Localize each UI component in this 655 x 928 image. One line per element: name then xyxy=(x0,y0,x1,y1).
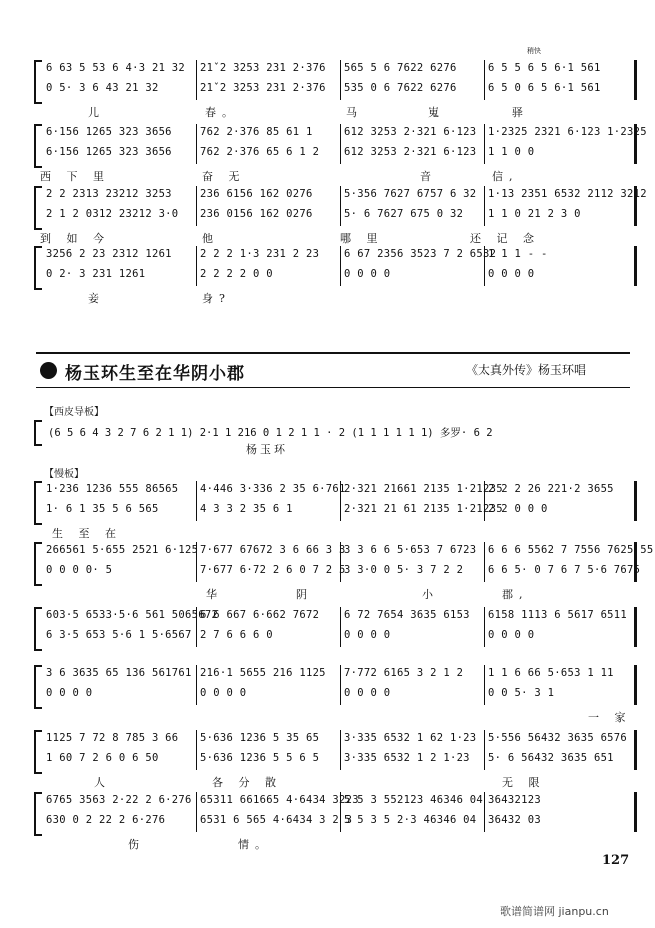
barline xyxy=(340,186,341,226)
lower-voice-measure: 1· 6 1 35 5 6 565 xyxy=(46,503,159,515)
intro-lyrics: 杨玉环 xyxy=(246,443,288,456)
lower-voice-measure: 0 0 0 0 xyxy=(200,687,247,699)
upper-voice-measure: 3 3 6 6 5·653 7 6723 xyxy=(344,544,477,556)
lower-voice-measure: 1 1 0 21 2 3 0 xyxy=(488,208,581,220)
upper-voice-measure: 6765 3563 2·22 2 6·276 xyxy=(46,794,192,806)
upper-voice-measure: 21ˇ2 3253 231 2·376 xyxy=(200,62,326,74)
lyric-text: 马 xyxy=(346,106,363,119)
lower-voice-measure: 3·335 6532 1 2 1·23 xyxy=(344,752,470,764)
lyric-text: 身? xyxy=(202,292,231,305)
upper-voice-measure: 1·236 1236 555 86565 xyxy=(46,483,179,495)
upper-voice-measure: 2·321 21661 2135 1·21235 xyxy=(344,483,503,495)
lyric-text: 奋 无 xyxy=(202,170,246,183)
brace xyxy=(34,186,42,230)
section-rule xyxy=(36,352,630,354)
lyric-text: 嵬 xyxy=(428,106,445,119)
section-rule-bottom xyxy=(36,387,630,388)
upper-voice-measure: 6 72 7654 3635 6153 xyxy=(344,609,470,621)
small-tempo-mark: 稍快 xyxy=(527,47,541,55)
barline xyxy=(340,60,341,100)
lyric-text: 妾 xyxy=(88,292,105,305)
lower-voice-measure: 0 0 0 0 xyxy=(344,629,391,641)
lower-voice-measure: 0 0 0 0 xyxy=(46,687,93,699)
upper-voice-measure: 6·156 1265 323 3656 xyxy=(46,126,172,138)
brace xyxy=(34,542,42,586)
lyric-text: 到 如 今 xyxy=(40,232,110,245)
lower-voice-measure: 0 2· 3 231 1261 xyxy=(46,268,146,280)
intro-notes: (6 5 6 4 3 2 7 6 2 1 1) 2·1 1 216 0 1 2 1 1 · 2 (1 1 1 1 1 1) 多罗· 6 2 xyxy=(48,427,493,439)
lower-voice-measure: 630 0 2 22 2 6·276 xyxy=(46,814,166,826)
lower-voice-measure: 5 5 3 5 2·3 46346 04 xyxy=(344,814,477,826)
bullet-icon xyxy=(40,362,57,379)
lower-voice-measure: 0 0 0 0 xyxy=(344,687,391,699)
lower-voice-measure: 21ˇ2 3253 231 2·376 xyxy=(200,82,326,94)
lower-voice-measure: 0 0 0 0 xyxy=(488,268,535,280)
tempo-tag-manban: 【慢板】 xyxy=(44,469,84,480)
brace xyxy=(34,481,42,525)
upper-voice-measure: 216·1 5655 216 1125 xyxy=(200,667,326,679)
lyric-text: 郡, xyxy=(502,588,529,601)
lower-voice-measure: 0 0 0 0 xyxy=(344,268,391,280)
upper-voice-measure: 2 2 2 26 221·2 3655 xyxy=(488,483,614,495)
lower-voice-measure: 0 5· 3 6 43 21 32 xyxy=(46,82,159,94)
barline xyxy=(484,186,485,226)
barline xyxy=(634,246,637,286)
lower-voice-measure: 762 2·376 65 6 1 2 xyxy=(200,146,320,158)
lower-voice-measure: 5· 6 56432 3635 651 xyxy=(488,752,614,764)
lyric-text: 驿 xyxy=(512,106,529,119)
barline xyxy=(340,246,341,286)
barline xyxy=(196,665,197,705)
lyric-text: 儿 xyxy=(88,106,105,119)
lower-voice-measure: 2 2 2 2 0 0 xyxy=(200,268,273,280)
lyric-text: 情。 xyxy=(238,838,272,851)
lyric-text: 各 分 散 xyxy=(212,776,282,789)
brace xyxy=(34,730,42,774)
watermark: 歌谱简谱网 jianpu.cn xyxy=(500,905,609,918)
upper-voice-measure: 3256 2 23 2312 1261 xyxy=(46,248,172,260)
barline xyxy=(196,730,197,770)
barline xyxy=(484,730,485,770)
lower-voice-measure: 6 5 0 6 5 6·1 561 xyxy=(488,82,601,94)
barline xyxy=(196,246,197,286)
lower-voice-measure: 1 1 0 0 xyxy=(488,146,535,158)
upper-voice-measure: 5·636 1236 5 35 65 xyxy=(200,732,320,744)
barline xyxy=(484,542,485,582)
upper-voice-measure: 6 6 667 6·662 7672 xyxy=(200,609,320,621)
upper-voice-measure: 1 1 1 - - xyxy=(488,248,548,260)
upper-voice-measure: 5 5 3 552123 46346 04 xyxy=(344,794,484,806)
barline xyxy=(634,60,637,100)
brace xyxy=(34,60,42,104)
lower-voice-measure: 4 3 3 2 35 6 1 xyxy=(200,503,293,515)
lyric-text: 信, xyxy=(492,170,519,183)
barline xyxy=(196,60,197,100)
upper-voice-measure: 3 6 3635 65 136 561761 xyxy=(46,667,192,679)
lower-voice-measure: 5·636 1236 5 5 6 5 xyxy=(200,752,320,764)
barline xyxy=(196,481,197,521)
lower-voice-measure: 2·321 21 61 2135 1·21235 xyxy=(344,503,503,515)
barline xyxy=(196,186,197,226)
brace xyxy=(34,420,42,446)
upper-voice-measure: 7·677 67672 3 6 66 3 3 xyxy=(200,544,346,556)
lyric-text: 伤 xyxy=(128,838,145,851)
lyric-text: 他 xyxy=(202,232,219,245)
lower-voice-measure: 1 60 7 2 6 0 6 50 xyxy=(46,752,159,764)
brace xyxy=(34,124,42,168)
brace xyxy=(34,792,42,836)
upper-voice-measure: 612 3253 2·321 6·123 xyxy=(344,126,477,138)
upper-voice-measure: 5·556 56432 3635 6576 xyxy=(488,732,628,744)
lyric-text: 一 家 xyxy=(588,711,632,724)
barline xyxy=(484,665,485,705)
lower-voice-measure: 612 3253 2·321 6·123 xyxy=(344,146,477,158)
lower-voice-measure: 2 1 2 0312 23212 3·0 xyxy=(46,208,179,220)
lower-voice-measure: 6 6 5· 0 7 6 7 5·6 7675 xyxy=(488,564,641,576)
barline xyxy=(484,792,485,832)
barline xyxy=(340,665,341,705)
lower-voice-measure: 6 3·5 653 5·6 1 5·6567 xyxy=(46,629,192,641)
lyric-text: 西 下 里 xyxy=(40,170,110,183)
barline xyxy=(634,607,637,647)
lower-voice-measure: 236 0156 162 0276 xyxy=(200,208,313,220)
upper-voice-measure: 1·2325 2321 6·123 1·2325 xyxy=(488,126,647,138)
brace xyxy=(34,246,42,290)
barline xyxy=(196,124,197,164)
brace xyxy=(34,665,42,709)
lyric-text: 生 至 在 xyxy=(52,527,122,540)
barline xyxy=(196,792,197,832)
upper-voice-measure: 2 2 2313 23212 3253 xyxy=(46,188,172,200)
upper-voice-measure: 565 5 6 7622 6276 xyxy=(344,62,457,74)
barline xyxy=(340,730,341,770)
lower-voice-measure: 2 7 6 6 6 0 xyxy=(200,629,273,641)
upper-voice-measure: 4·446 3·336 2 35 6·761 xyxy=(200,483,346,495)
lower-voice-measure: 7·677 6·72 2 6 0 7 2 5 xyxy=(200,564,346,576)
upper-voice-measure: 6 67 2356 3523 7 2 6532 xyxy=(344,248,497,260)
lower-voice-measure: 2 2 0 0 0 xyxy=(488,503,548,515)
lyric-text: 华 xyxy=(206,588,223,601)
upper-voice-measure: 236 6156 162 0276 xyxy=(200,188,313,200)
lower-voice-measure: 0 0 0 0 xyxy=(488,629,535,641)
piece-source: 《太真外传》杨玉环唱 xyxy=(466,363,587,377)
lower-voice-measure: 535 0 6 7622 6276 xyxy=(344,82,457,94)
lyric-text: 还 记 念 xyxy=(470,232,540,245)
page-number: 127 xyxy=(602,853,630,868)
barline xyxy=(484,60,485,100)
piece-title: 杨玉环生至在华阴小郡 xyxy=(65,364,245,384)
upper-voice-measure: 266561 5·655 2521 6·125 xyxy=(46,544,199,556)
barline xyxy=(340,124,341,164)
barline xyxy=(484,124,485,164)
barline xyxy=(634,730,637,770)
lower-voice-measure: 6·156 1265 323 3656 xyxy=(46,146,172,158)
lyric-text: 阴 xyxy=(296,588,313,601)
upper-voice-measure: 2 2 2 1·3 231 2 23 xyxy=(200,248,320,260)
barline xyxy=(634,481,637,521)
upper-voice-measure: 5·356 7627 6757 6 32 xyxy=(344,188,477,200)
lower-voice-measure: 36432 03 xyxy=(488,814,541,826)
lyric-text: 人 xyxy=(94,776,111,789)
upper-voice-measure: 65311 661665 4·6434 3223 xyxy=(200,794,359,806)
lower-voice-measure: 0 0 0 0· 5 xyxy=(46,564,113,576)
lyric-text: 音 xyxy=(420,170,437,183)
upper-voice-measure: 6158 1113 6 5617 6511 xyxy=(488,609,628,621)
lyric-text: 无 限 xyxy=(502,776,546,789)
barline xyxy=(634,665,637,705)
upper-voice-measure: 36432123 xyxy=(488,794,541,806)
lyric-text: 哪 里 xyxy=(340,232,384,245)
lower-voice-measure: 0 0 5· 3 1 xyxy=(488,687,555,699)
upper-voice-measure: 3·335 6532 1 62 1·23 xyxy=(344,732,477,744)
upper-voice-measure: 1·13 2351 6532 2112 3212 xyxy=(488,188,647,200)
barline xyxy=(484,607,485,647)
upper-voice-measure: 6 63 5 53 6 4·3 21 32 xyxy=(46,62,186,74)
upper-voice-measure: 603·5 6533·5·6 561 5065672 xyxy=(46,609,219,621)
upper-voice-measure: 6 5 5 6 5 6·1 561 xyxy=(488,62,601,74)
upper-voice-measure: 1125 7 72 8 785 3 66 xyxy=(46,732,179,744)
brace xyxy=(34,607,42,651)
barline xyxy=(340,607,341,647)
upper-voice-measure: 7·772 6165 3 2 1 2 xyxy=(344,667,464,679)
lower-voice-measure: 6531 6 565 4·6434 3 2 3 xyxy=(200,814,353,826)
tempo-tag-xipi: 【西皮导板】 xyxy=(44,407,104,418)
lower-voice-measure: 3 3·0 0 5· 3 7 2 2 xyxy=(344,564,464,576)
upper-voice-measure: 6 6 6 5562 7 7556 7625 55 xyxy=(488,544,654,556)
lyric-text: 春。 xyxy=(205,106,239,119)
lyric-text: 小 xyxy=(422,588,439,601)
lower-voice-measure: 5· 6 7627 675 0 32 xyxy=(344,208,464,220)
barline xyxy=(634,792,637,832)
upper-voice-measure: 1 1 6 66 5·653 1 11 xyxy=(488,667,614,679)
upper-voice-measure: 762 2·376 85 61 1 xyxy=(200,126,313,138)
